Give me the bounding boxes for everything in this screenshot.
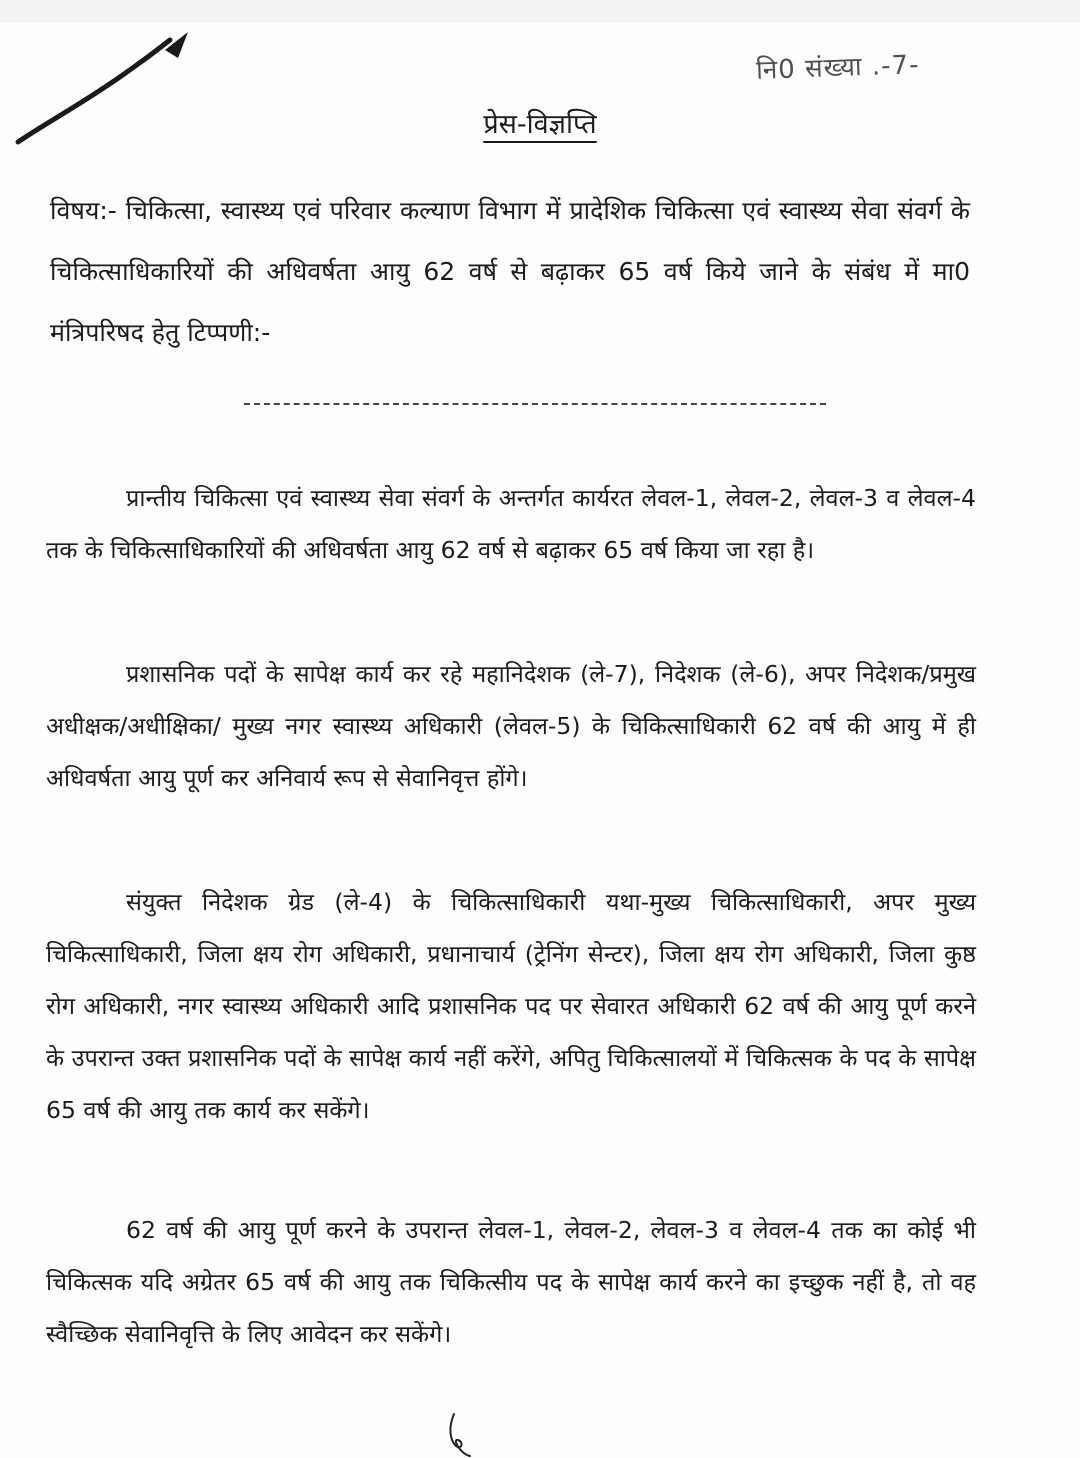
subject-text: विषय:- चिकित्सा, स्वास्थ्य एवं परिवार कल्याण विभाग में प्रादेशिक चिकित्सा एवं स्वास्थ्य सेवा संवर्ग के चिकित्साधिकारियों की अधिवर्षता आयु 62 वर्ष से बढ़ाकर 65 वर्ष किये जाने के संबंध में मा0 मंत्रिपरिषद हेतु टिप्पणी:- <box>50 196 970 347</box>
document-title: प्रेस-विज्ञप्ति <box>483 109 597 140</box>
handwritten-reference-note: नि0 संख्या .-7- <box>755 50 920 86</box>
paragraph-2: प्रशासनिक पदों के सापेक्ष कार्य कर रहे महानिदेशक (ले-7), निदेशक (ले-6), अपर निदेशक/प्रमुख अधीक्षक/अधीक्षिका/ मुख्य नगर स्वास्थ्य अधिकारी (लेवल-5) के चिकित्साधिकारी 62 वर्ष की आयु में ही अधिवर्षता आयु पूर्ण कर अनिवार्य रूप से सेवानिवृत्त होंगे। <box>46 660 976 792</box>
paragraph-4: 62 वर्ष की आयु पूर्ण करने के उपरान्त लेवल-1, लेवल-2, लेवल-3 व लेवल-4 तक का कोई भी चिकित्सक यदि अग्रेतर 65 वर्ष की आयु तक चिकित्सीय पद के सापेक्ष कार्य करने का इच्छुक नहीं है, तो वह स्वैच्छिक सेवानिवृत्ति के लिए आवेदन कर सकेंगे। <box>46 1216 976 1348</box>
top-strip <box>0 0 1080 22</box>
paragraph-1: प्रान्तीय चिकित्सा एवं स्वास्थ्य सेवा संवर्ग के अन्तर्गत कार्यरत लेवल-1, लेवल-2, लेवल-3 व लेवल-4 तक के चिकित्साधिकारियों की अधिवर्षता आयु 62 वर्ष से बढ़ाकर 65 वर्ष किया जा रहा है। <box>46 484 976 564</box>
paragraph-3: संयुक्त निदेशक ग्रेड (ले-4) के चिकित्साधिकारी यथा-मुख्य चिकित्साधिकारी, अपर मुख्य चिकित्साधिकारी, जिला क्षय रोग अधिकारी, प्रधानाचार्य (ट्रेनिंग सेन्टर), जिला क्षय रोग अधिकारी, जिला कुष्ठ रोग अधिकारी, नगर स्वास्थ्य अधिकारी आदि प्रशासनिक पद पर सेवारत अधिकारी 62 वर्ष की आयु पूर्ण करने के उपरान्त उक्त प्रशासनिक पदों के सापेक्ष कार्य नहीं करेंगे, अपितु चिकित्सालयों में चिकित्सक के पद के सापेक्ष 65 वर्ष की आयु तक कार्य कर सकेंगे। <box>46 888 976 1124</box>
dashed-separator <box>244 403 826 405</box>
signature-mark <box>440 1410 500 1458</box>
